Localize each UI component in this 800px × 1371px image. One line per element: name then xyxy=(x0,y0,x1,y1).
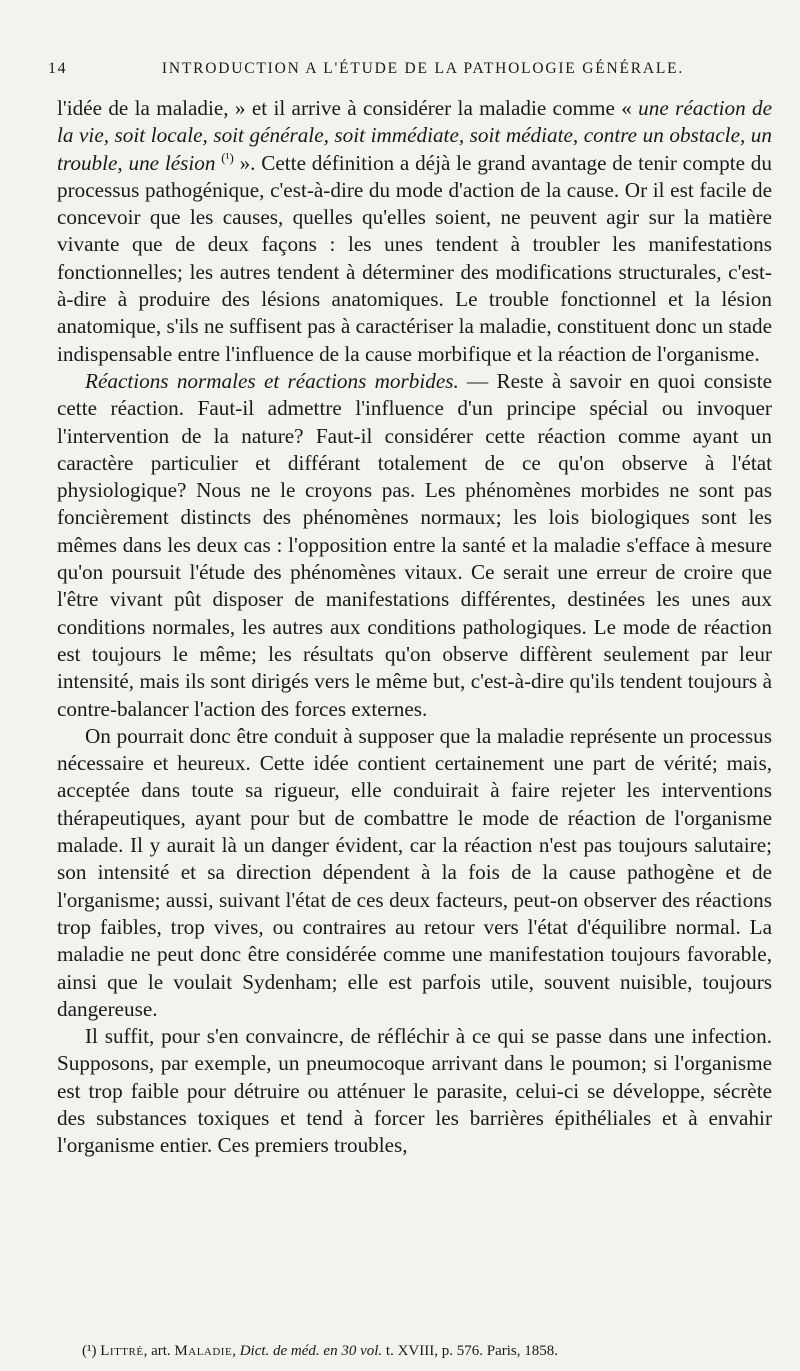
running-title: INTRODUCTION A L'ÉTUDE DE LA PATHOLOGIE GÉNÉRALE. xyxy=(161,60,685,77)
footnote-author: Littré xyxy=(100,1343,144,1359)
footnote-text-c: t. XVIII, p. 576. Paris, 1858. xyxy=(385,1343,558,1359)
paragraph-1-text-b: ». Cette définition a déjà le grand avantage de tenir compte du processus pathogénique, c'est-à-dire du mode d'action de la cause. Or il est facile de concevoir que les causes, quelles qu'elles soient, ne peuvent agir sur la matière vivante que de deux façons : les unes tendent à troubler les manifestations fonctionnelles; les autres tendent à déterminer des modifications structurales, c'est-à-dire à produire des lésions anatomiques. Le trouble fonctionnel et la lésion anatomique, s'ils ne suffisent pas à caractériser la maladie, constituent donc un stade indispensable entre l'influence de la cause morbifique et la réaction de l'organisme. xyxy=(57,150,772,366)
paragraph-3: On pourrait donc être conduit à supposer que la maladie représente un processus nécessaire et heureux. Cette idée contient certainement une part de vérité; mais, acceptée dans toute sa rigueur, elle conduirait à faire rejeter les interventions thérapeutiques, ayant pour but de combattre le mode de réaction de l'organisme malade. Il y aurait là un danger évident, car la réaction n'est pas toujours salutaire; son intensité et sa direction dépendent à la fois de la cause pathogène et de l'organisme; aussi, suivant l'état de ces deux facteurs, peut-on observer des réactions trop faibles, trop vives, ou contraires au retour vers l'état d'équilibre normal. La maladie ne peut donc être considérée comme une manifestation toujours favorable, ainsi que le voulait Sydenham; elle est parfois utile, souvent nuisible, toujours dangereuse. xyxy=(57,723,772,1021)
footnote-work: Dict. de méd. en 30 vol. xyxy=(239,1343,383,1359)
running-head xyxy=(48,60,770,94)
paragraph-4: Il suffit, pour s'en convaincre, de réfléchir à ce qui se passe dans une infection. Supposons, par exemple, un pneumocoque arrivant dans le poumon; si l'organisme est trop faible pour détruire ou atténuer le parasite, celui-ci se développe, sécrète des substances toxiques et tend à forcer les barrières épithéliales et à envahir l'organisme entier. Ces premiers troubles, xyxy=(57,1024,772,1158)
paragraph-2 xyxy=(57,368,772,723)
footnote xyxy=(82,1342,772,1360)
page-number: 14 xyxy=(48,60,68,77)
paragraph-1-text-a: l'idée de la maladie, » et il arrive à considérer la maladie comme « xyxy=(57,96,639,120)
footnote-article: Maladie xyxy=(174,1343,233,1359)
footnote-text-a: , art. xyxy=(143,1343,175,1359)
section-heading: Réactions normales et réactions morbides. xyxy=(85,368,459,393)
paragraph-1 xyxy=(57,95,772,368)
body-text xyxy=(57,95,772,1160)
footnote-ref: (¹) xyxy=(221,149,234,165)
definition-quote: une réaction de la vie, soit locale, soit générale, soit immédiate, soit médiate, contre un obstacle, un trouble, une lésion xyxy=(57,96,772,175)
paragraph-2-text: — Reste à savoir en quoi consiste cette réaction. Faut-il admettre l'influence d'un principe spécial ou invoquer l'intervention de la nature? Faut-il considérer cette réaction comme ayant un caractère particulier et différant totalement de ce qu'on observe à l'état physiologique? Nous ne le croyons pas. Les phénomènes morbides ne sont pas foncièrement distincts des phénomènes normaux; les lois biologiques sont les mêmes dans les deux cas : l'opposition entre la santé et la maladie s'efface à mesure qu'on poursuit l'étude des phénomènes vitaux. Ce serait une erreur de croire que l'être vivant pût disposer de manifestations différentes, destinées les unes aux conditions normales, les autres aux conditions pathologiques. Le mode de réaction est toujours le même; les résultats qu'on observe diffèrent seulement par leur intensité, mais ils sont dirigés vers le même but, c'est-à-dire qu'ils tendent toujours à contre-balancer l'action des forces externes. xyxy=(57,368,772,721)
footnote-marker: (¹) xyxy=(82,1343,97,1359)
footnote-text-b: , xyxy=(232,1343,240,1359)
